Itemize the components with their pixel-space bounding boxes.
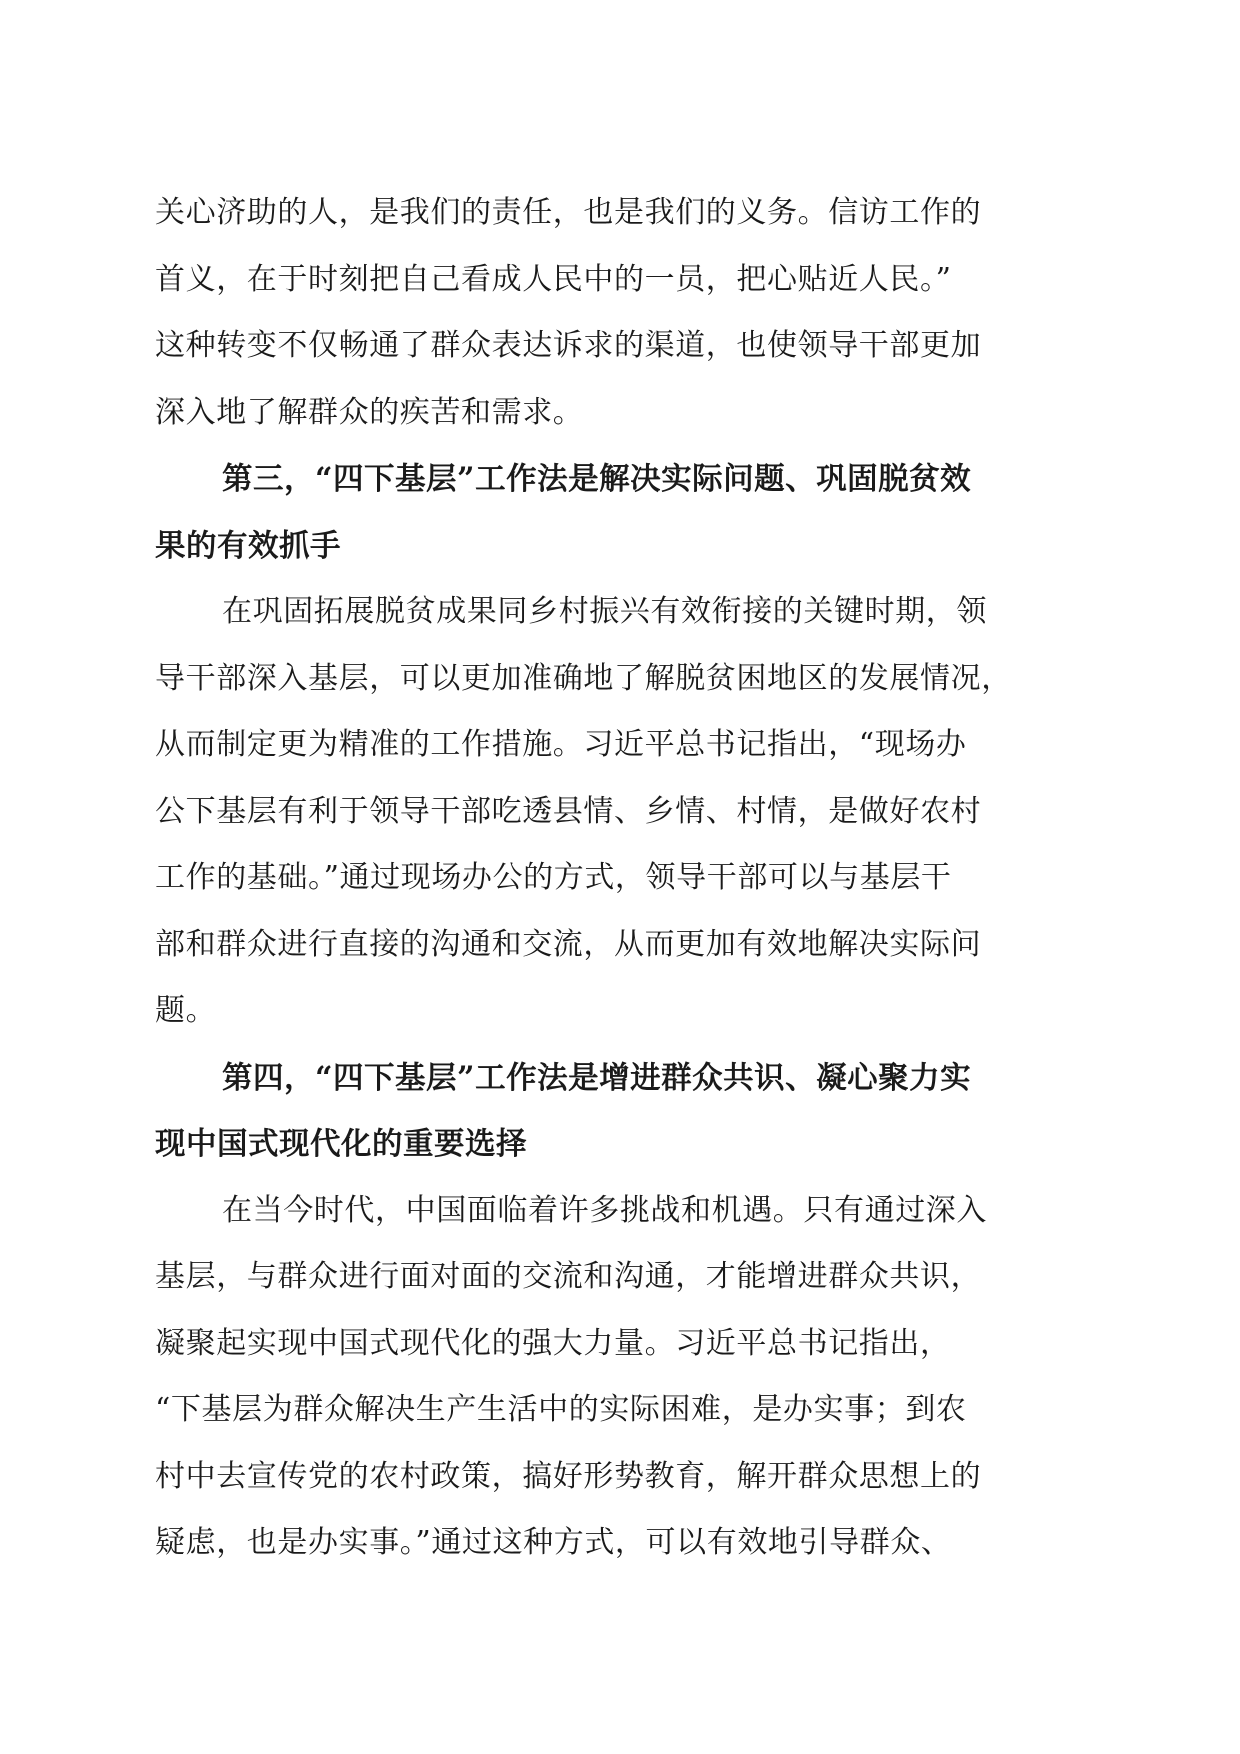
text-line: 题。 (155, 993, 217, 1028)
text-line: 导干部深入基层，可以更加准确地了解脱贫困地区的发展情况， (155, 660, 1012, 696)
text-line: 疑虑，也是办实事。”通过这种方式，可以有效地引导群众、 (155, 1525, 952, 1560)
heading-line: 现中国式现代化的重要选择 (155, 1126, 527, 1162)
paragraph-poverty-alleviation (155, 579, 1060, 1045)
text-line: 在巩固拓展脱贫成果同乡村振兴有效衔接的关键时期，领 (222, 594, 987, 629)
text-line: 基层，与群众进行面对面的交流和沟通，才能增进群众共识， (155, 1259, 982, 1294)
heading-line: 第四，“四下基层”工作法是增进群众共识、凝心聚力实 (222, 1059, 972, 1096)
text-line: 关心济助的人，是我们的责任，也是我们的义务。信访工作的 (155, 195, 982, 230)
text-line: 这种转变不仅畅通了群众表达诉求的渠道，也使领导干部更加 (155, 328, 982, 363)
document-body (155, 180, 1060, 1577)
text-line: 公下基层有利于领导干部吃透县情、乡情、村情，是做好农村 (155, 793, 982, 829)
section-heading-third (155, 446, 1060, 579)
text-line: 工作的基础。”通过现场办公的方式，领导干部可以与基层干 (155, 860, 952, 895)
text-line: 部和群众进行直接的沟通和交流，从而更加有效地解决实际问 (155, 926, 982, 962)
text-line: “下基层为群众解决生产生活中的实际困难，是办实事；到农 (155, 1392, 967, 1427)
paragraph-continued-xinfang (155, 180, 1060, 446)
heading-line: 第三，“四下基层”工作法是解决实际问题、巩固脱贫效 (222, 461, 972, 497)
text-line: 在当今时代，中国面临着许多挑战和机遇。只有通过深入 (222, 1192, 987, 1228)
text-line: 从而制定更为精准的工作措施。习近平总书记指出，“现场办 (155, 727, 967, 762)
text-line: 村中去宣传党的农村政策，搞好形势教育，解开群众思想上的 (155, 1458, 982, 1494)
text-line: 深入地了解群众的疾苦和需求。 (155, 394, 584, 430)
paragraph-modernization (155, 1178, 1060, 1577)
text-line: 首义，在于时刻把自己看成人民中的一员，把心贴近人民。” (155, 261, 952, 297)
heading-line: 果的有效抓手 (155, 527, 341, 564)
section-heading-fourth (155, 1045, 1060, 1178)
text-line: 凝聚起实现中国式现代化的强大力量。习近平总书记指出， (155, 1325, 951, 1361)
